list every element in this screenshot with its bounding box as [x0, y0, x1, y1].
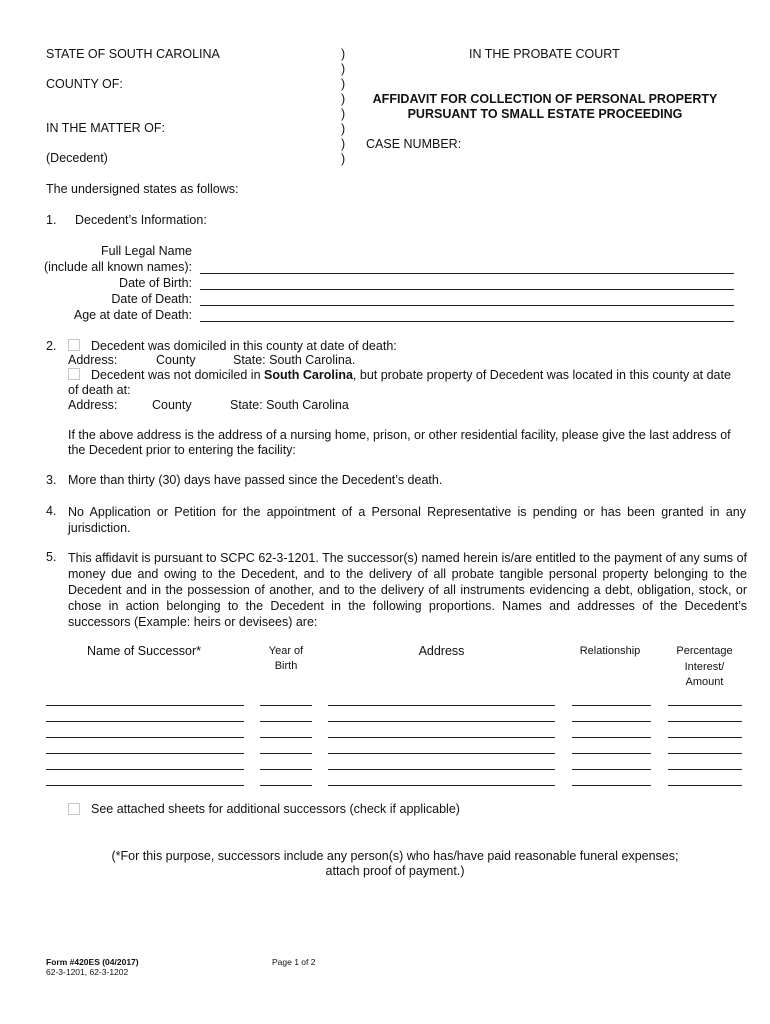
domiciled-checkbox[interactable]: [68, 339, 80, 351]
attached-sheets-checkbox[interactable]: [68, 803, 80, 815]
row-relationship-field[interactable]: [572, 753, 651, 754]
footnote-line2: attach proof of payment.): [325, 864, 465, 878]
dob-label: Date of Birth:: [119, 276, 192, 290]
dod-label: Date of Death:: [111, 292, 192, 306]
row-name-field[interactable]: [46, 753, 244, 754]
address2-state: State: South Carolina: [230, 398, 349, 412]
col-relationship-header: Relationship: [579, 645, 641, 657]
col-year-header-2: Birth: [274, 660, 298, 672]
row-name-field[interactable]: [46, 737, 244, 738]
address2-label: Address:: [68, 398, 118, 412]
paren: ): [341, 92, 346, 106]
footer-page-number: Page 1 of 2: [272, 957, 316, 967]
full-name-field[interactable]: [200, 273, 734, 274]
paren: ): [341, 137, 346, 151]
row-percentage-field[interactable]: [668, 721, 742, 722]
footer-statute-codes: 62-3-1201, 62-3-1202: [46, 967, 129, 977]
nursing-text-line2: the Decedent prior to entering the facility:: [68, 443, 296, 457]
not-domiciled-checkbox[interactable]: [68, 368, 80, 380]
paren: ): [341, 122, 346, 136]
court-label: IN THE PROBATE COURT: [469, 47, 620, 61]
col-percentage-header-1: Percentage: [676, 645, 733, 657]
section3-text: More than thirty (30) days have passed since the Decedent’s death.: [68, 473, 443, 487]
attached-sheets-text: See attached sheets for additional successors (check if applicable): [91, 802, 460, 816]
dob-field[interactable]: [200, 289, 734, 290]
col-year-header-1: Year of: [268, 645, 304, 657]
section1-number: 1.: [46, 213, 57, 227]
col-address-header: Address: [418, 644, 465, 658]
row-name-field[interactable]: [46, 705, 244, 706]
row-relationship-field[interactable]: [572, 705, 651, 706]
county-label: COUNTY OF:: [46, 77, 123, 91]
col-percentage-header-3: Amount: [685, 676, 724, 688]
address1-label: Address:: [68, 353, 118, 367]
row-relationship-field[interactable]: [572, 737, 651, 738]
row-address-field[interactable]: [328, 721, 555, 722]
paren: ): [341, 107, 346, 121]
row-relationship-field[interactable]: [572, 769, 651, 770]
paren: ): [341, 77, 346, 91]
row-address-field[interactable]: [328, 753, 555, 754]
domiciled-text: Decedent was domiciled in this county at date of death:: [91, 339, 397, 353]
section5-number: 5.: [46, 550, 57, 564]
col-name-header: Name of Successor*: [87, 644, 201, 658]
section1-heading: Decedent’s Information:: [75, 213, 207, 227]
form-title-line2: PURSUANT TO SMALL ESTATE PROCEEDING: [407, 107, 683, 121]
row-year-field[interactable]: [260, 769, 312, 770]
row-percentage-field[interactable]: [668, 737, 742, 738]
row-name-field[interactable]: [46, 721, 244, 722]
not-domiciled-text: Decedent was not domiciled in South Carolina, but probate property of Decedent was located in this county at date: [91, 368, 731, 382]
state-label: STATE OF SOUTH CAROLINA: [46, 47, 220, 61]
row-percentage-field[interactable]: [668, 769, 742, 770]
row-address-field[interactable]: [328, 705, 555, 706]
row-year-field[interactable]: [260, 721, 312, 722]
row-name-field[interactable]: [46, 769, 244, 770]
row-year-field[interactable]: [260, 705, 312, 706]
section4-number: 4.: [46, 504, 57, 518]
row-percentage-field[interactable]: [668, 753, 742, 754]
section5-text: This affidavit is pursuant to SCPC 62-3-1201. The successor(s) named herein is/are entitled to the payment of any sums of money due and owing to the Decedent, and to the delivery of all probate tangible personal property belonging to the Decedent and in the possession of another, and to the delivery of all instruments evidencing a debt, obligation, stock, or chose in action belonging to the Decedent in the following proportions. Names and addresses of the Decedent’s successors (Example: heirs or devisees) are:: [68, 551, 747, 629]
row-address-field[interactable]: [328, 737, 555, 738]
col-percentage-header-2: Interest/: [684, 661, 725, 673]
section3-number: 3.: [46, 473, 57, 487]
full-name-label-1: Full Legal Name: [100, 244, 192, 258]
address1-state: State: South Carolina.: [233, 353, 356, 367]
address2-county: County: [152, 398, 192, 412]
row-percentage-field[interactable]: [668, 705, 742, 706]
paren: ): [341, 47, 346, 61]
footnote-line1: (*For this purpose, successors include any person(s) who has/have paid reasonable funeral expenses;: [111, 849, 679, 863]
row-year-field[interactable]: [260, 785, 312, 786]
not-domiciled-text-line2: of death at:: [68, 383, 131, 397]
section4-text: No Application or Petition for the appointment of a Personal Representative is pending or has been granted in any jurisdiction.: [68, 505, 746, 535]
row-percentage-field[interactable]: [668, 785, 742, 786]
address1-county: County: [156, 353, 196, 367]
row-year-field[interactable]: [260, 737, 312, 738]
full-name-label-2: (include all known names):: [44, 260, 192, 274]
matter-label: IN THE MATTER OF:: [46, 121, 165, 135]
dod-field[interactable]: [200, 305, 734, 306]
row-relationship-field[interactable]: [572, 721, 651, 722]
decedent-label: (Decedent): [46, 151, 108, 165]
paren: ): [341, 62, 346, 76]
row-name-field[interactable]: [46, 785, 244, 786]
section2-number: 2.: [46, 339, 57, 353]
paren: ): [341, 152, 346, 166]
age-label: Age at date of Death:: [73, 308, 192, 322]
age-field[interactable]: [200, 321, 734, 322]
case-number-label: CASE NUMBER:: [366, 137, 462, 151]
row-relationship-field[interactable]: [572, 785, 651, 786]
row-year-field[interactable]: [260, 753, 312, 754]
footer-form-number: Form #420ES (04/2017): [46, 957, 139, 967]
nursing-text-line1: If the above address is the address of a nursing home, prison, or other residential facility, please give the last address of: [68, 428, 731, 442]
row-address-field[interactable]: [328, 769, 555, 770]
row-address-field[interactable]: [328, 785, 555, 786]
intro-text: The undersigned states as follows:: [46, 182, 239, 196]
form-title-line1: AFFIDAVIT FOR COLLECTION OF PERSONAL PROPERTY: [372, 92, 718, 106]
